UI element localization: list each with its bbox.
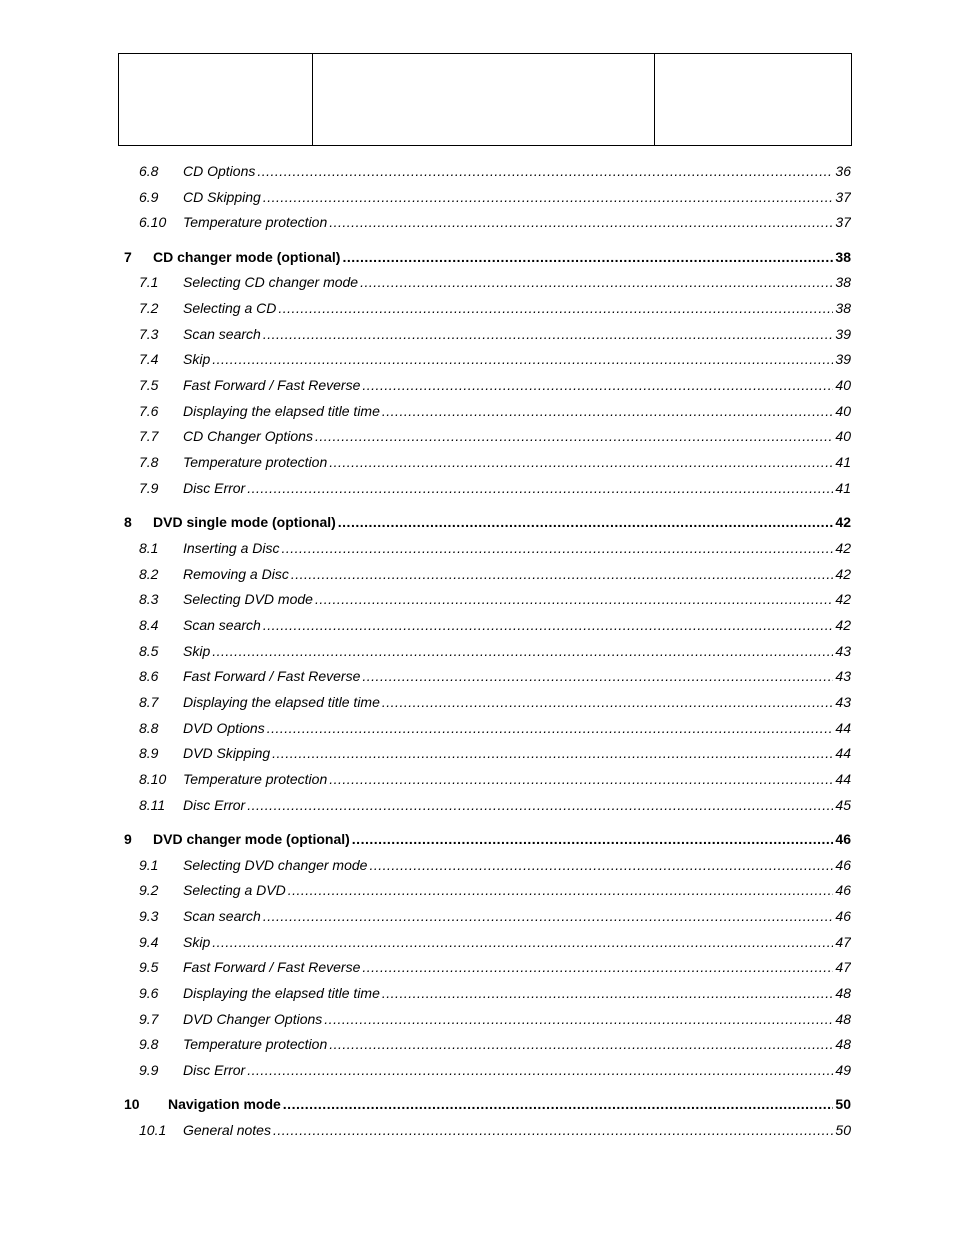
toc-entry-number: 9.2 — [139, 882, 159, 898]
toc-dot-leader — [324, 1009, 833, 1029]
toc-chapter-entry[interactable] — [124, 829, 851, 849]
toc-entry-number: 8 — [124, 514, 132, 530]
toc-entry-title: Fast Forward / Fast Reverse — [183, 377, 361, 393]
toc-dot-leader — [338, 512, 834, 532]
toc-entry-page-number: 48 — [835, 1036, 851, 1052]
toc-section-entry[interactable] — [139, 478, 851, 498]
toc-section-entry[interactable] — [139, 1009, 851, 1029]
toc-dot-leader — [369, 855, 833, 875]
toc-dot-leader — [263, 187, 834, 207]
toc-entry-page-number: 42 — [835, 566, 851, 582]
toc-entry-number: 8.3 — [139, 591, 159, 607]
header-cell-left — [119, 54, 312, 145]
toc-entry-title: Disc Error — [183, 1062, 246, 1078]
toc-dot-leader — [247, 478, 833, 498]
toc-dot-leader — [278, 298, 833, 318]
toc-section-entry[interactable] — [139, 401, 851, 421]
toc-entry-title: Displaying the elapsed title time — [183, 694, 380, 710]
toc-dot-leader — [263, 615, 834, 635]
toc-entry-number: 6.8 — [139, 163, 159, 179]
toc-section-entry[interactable] — [139, 1120, 851, 1140]
toc-section-entry[interactable] — [139, 983, 851, 1003]
toc-entry-page-number: 41 — [835, 480, 851, 496]
toc-entry-page-number: 42 — [835, 591, 851, 607]
toc-entry-title: CD Options — [183, 163, 256, 179]
toc-entry-page-number: 49 — [835, 1062, 851, 1078]
toc-entry-title: Selecting CD changer mode — [183, 274, 359, 290]
toc-entry-page-number: 44 — [835, 720, 851, 736]
toc-entry-number: 9.5 — [139, 959, 159, 975]
document-header-table — [118, 53, 852, 146]
toc-entry-page-number: 40 — [835, 403, 851, 419]
toc-entry-title: Displaying the elapsed title time — [183, 403, 380, 419]
toc-entry-number: 9.7 — [139, 1011, 159, 1027]
toc-entry-number: 7.7 — [139, 428, 159, 444]
toc-entry-number: 9.4 — [139, 934, 159, 950]
toc-entry-number: 7.9 — [139, 480, 159, 496]
toc-chapter-entry[interactable] — [124, 1094, 851, 1114]
toc-entry-page-number: 45 — [835, 797, 851, 813]
toc-entry-number: 9.8 — [139, 1036, 159, 1052]
toc-entry-page-number: 44 — [835, 745, 851, 761]
toc-dot-leader — [272, 743, 833, 763]
toc-section-entry[interactable] — [139, 298, 851, 318]
toc-entry-number: 10.1 — [139, 1122, 167, 1138]
toc-dot-leader — [257, 161, 833, 181]
toc-chapter-entry[interactable] — [124, 512, 851, 532]
toc-entry-title: Selecting a DVD — [183, 882, 286, 898]
toc-dot-leader — [263, 906, 834, 926]
toc-entry-title: Displaying the elapsed title time — [183, 985, 380, 1001]
toc-dot-leader — [263, 324, 834, 344]
toc-entry-page-number: 43 — [835, 694, 851, 710]
toc-dot-leader — [267, 718, 834, 738]
toc-entry-page-number: 46 — [835, 882, 851, 898]
toc-entry-title: CD changer mode (optional) — [153, 249, 341, 265]
toc-section-entry[interactable] — [139, 161, 851, 181]
toc-section-entry[interactable] — [139, 692, 851, 712]
toc-dot-leader — [329, 452, 833, 472]
toc-section-entry[interactable] — [139, 880, 851, 900]
toc-entry-number: 9.6 — [139, 985, 159, 1001]
toc-dot-leader — [329, 212, 833, 232]
toc-entry-title: Scan search — [183, 908, 261, 924]
toc-dot-leader — [342, 247, 833, 267]
toc-entry-page-number: 50 — [835, 1096, 851, 1112]
toc-entry-page-number: 40 — [835, 428, 851, 444]
toc-entry-title: Fast Forward / Fast Reverse — [183, 668, 361, 684]
toc-entry-page-number: 37 — [835, 189, 851, 205]
toc-section-entry[interactable] — [139, 1060, 851, 1080]
toc-entry-number: 6.9 — [139, 189, 159, 205]
toc-entry-number: 6.10 — [139, 214, 167, 230]
toc-dot-leader — [382, 983, 834, 1003]
toc-entry-page-number: 47 — [835, 934, 851, 950]
toc-dot-leader — [329, 1034, 833, 1054]
toc-entry-title: DVD Skipping — [183, 745, 271, 761]
toc-entry-title: Skip — [183, 351, 211, 367]
toc-entry-title: CD Changer Options — [183, 428, 313, 444]
toc-entry-number: 9 — [124, 831, 132, 847]
toc-entry-title: DVD Options — [183, 720, 265, 736]
toc-section-entry[interactable] — [139, 957, 851, 977]
toc-section-entry[interactable] — [139, 212, 851, 232]
toc-section-entry[interactable] — [139, 538, 851, 558]
toc-dot-leader — [315, 589, 833, 609]
toc-entry-number: 7 — [124, 249, 132, 265]
toc-entry-title: Disc Error — [183, 797, 246, 813]
toc-section-entry[interactable] — [139, 324, 851, 344]
toc-dot-leader — [329, 769, 833, 789]
toc-entry-title: Temperature protection — [183, 454, 328, 470]
toc-entry-page-number: 42 — [835, 617, 851, 633]
toc-entry-number: 7.2 — [139, 300, 159, 316]
toc-dot-leader — [247, 1060, 833, 1080]
toc-entry-title: DVD single mode (optional) — [153, 514, 336, 530]
toc-section-entry[interactable] — [139, 743, 851, 763]
toc-section-entry[interactable] — [139, 426, 851, 446]
toc-entry-title: Navigation mode — [168, 1096, 281, 1112]
toc-entry-page-number: 48 — [835, 1011, 851, 1027]
toc-entry-page-number: 39 — [835, 351, 851, 367]
toc-dot-leader — [288, 880, 834, 900]
toc-entry-title: Selecting DVD changer mode — [183, 857, 368, 873]
toc-dot-leader — [360, 272, 833, 292]
toc-entry-title: Disc Error — [183, 480, 246, 496]
toc-section-entry[interactable] — [139, 452, 851, 472]
toc-dot-leader — [247, 795, 833, 815]
toc-entry-number: 9.9 — [139, 1062, 159, 1078]
toc-entry-number: 7.4 — [139, 351, 159, 367]
toc-dot-leader — [281, 538, 833, 558]
toc-entry-page-number: 47 — [835, 959, 851, 975]
toc-section-entry[interactable] — [139, 187, 851, 207]
toc-section-entry[interactable] — [139, 272, 851, 292]
toc-dot-leader — [382, 401, 834, 421]
toc-section-entry[interactable] — [139, 906, 851, 926]
toc-dot-leader — [362, 666, 833, 686]
toc-entry-number: 8.4 — [139, 617, 159, 633]
toc-chapter-entry[interactable] — [124, 247, 851, 267]
toc-section-entry[interactable] — [139, 349, 851, 369]
toc-dot-leader — [362, 375, 833, 395]
toc-entry-page-number: 44 — [835, 771, 851, 787]
toc-entry-number: 7.6 — [139, 403, 159, 419]
toc-entry-number: 7.1 — [139, 274, 159, 290]
toc-entry-number: 8.6 — [139, 668, 159, 684]
toc-dot-leader — [315, 426, 833, 446]
toc-dot-leader — [291, 564, 834, 584]
toc-dot-leader — [212, 932, 833, 952]
toc-entry-title: Removing a Disc — [183, 566, 289, 582]
toc-entry-number: 10 — [124, 1096, 140, 1112]
toc-entry-title: CD Skipping — [183, 189, 261, 205]
toc-entry-title: Scan search — [183, 617, 261, 633]
toc-entry-page-number: 42 — [835, 540, 851, 556]
toc-entry-page-number: 38 — [835, 300, 851, 316]
toc-entry-title: Fast Forward / Fast Reverse — [183, 959, 361, 975]
toc-dot-leader — [273, 1120, 833, 1140]
toc-entry-title: Skip — [183, 934, 211, 950]
toc-entry-page-number: 39 — [835, 326, 851, 342]
toc-entry-title: Temperature protection — [183, 1036, 328, 1052]
toc-entry-title: Selecting a CD — [183, 300, 277, 316]
toc-entry-page-number: 40 — [835, 377, 851, 393]
toc-entry-page-number: 50 — [835, 1122, 851, 1138]
toc-entry-number: 8.10 — [139, 771, 167, 787]
toc-entry-page-number: 41 — [835, 454, 851, 470]
toc-entry-page-number: 48 — [835, 985, 851, 1001]
toc-entry-page-number: 43 — [835, 643, 851, 659]
toc-section-entry[interactable] — [139, 769, 851, 789]
toc-section-entry[interactable] — [139, 1034, 851, 1054]
toc-entry-number: 8.7 — [139, 694, 159, 710]
toc-entry-page-number: 36 — [835, 163, 851, 179]
toc-entry-title: Temperature protection — [183, 771, 328, 787]
toc-entry-number: 8.5 — [139, 643, 159, 659]
toc-entry-title: DVD changer mode (optional) — [153, 831, 350, 847]
toc-section-entry[interactable] — [139, 589, 851, 609]
toc-entry-page-number: 46 — [835, 831, 851, 847]
toc-section-entry[interactable] — [139, 564, 851, 584]
toc-entry-title: Temperature protection — [183, 214, 328, 230]
toc-entry-number: 7.3 — [139, 326, 159, 342]
toc-entry-number: 8.9 — [139, 745, 159, 761]
toc-entry-title: Scan search — [183, 326, 261, 342]
toc-entry-title: Inserting a Disc — [183, 540, 280, 556]
toc-section-entry[interactable] — [139, 375, 851, 395]
toc-entry-number: 8.1 — [139, 540, 159, 556]
toc-dot-leader — [283, 1094, 834, 1114]
toc-entry-number: 7.5 — [139, 377, 159, 393]
toc-entry-title: Skip — [183, 643, 211, 659]
toc-entry-title: General notes — [183, 1122, 271, 1138]
header-cell-center — [312, 54, 654, 145]
toc-entry-number: 8.11 — [139, 797, 166, 813]
toc-entry-page-number: 42 — [835, 514, 851, 530]
toc-entry-page-number: 43 — [835, 668, 851, 684]
toc-entry-page-number: 37 — [835, 214, 851, 230]
toc-dot-leader — [352, 829, 834, 849]
header-cell-right — [654, 54, 851, 145]
toc-entry-title: DVD Changer Options — [183, 1011, 323, 1027]
toc-section-entry[interactable] — [139, 855, 851, 875]
toc-entry-page-number: 38 — [835, 274, 851, 290]
toc-section-entry[interactable] — [139, 641, 851, 661]
toc-section-entry[interactable] — [139, 718, 851, 738]
toc-entry-title: Selecting DVD mode — [183, 591, 313, 607]
toc-dot-leader — [212, 641, 833, 661]
toc-section-entry[interactable] — [139, 666, 851, 686]
toc-entry-page-number: 46 — [835, 908, 851, 924]
toc-dot-leader — [382, 692, 834, 712]
toc-dot-leader — [212, 349, 833, 369]
toc-entry-number: 8.8 — [139, 720, 159, 736]
toc-entry-page-number: 38 — [835, 249, 851, 265]
toc-dot-leader — [362, 957, 833, 977]
toc-entry-number: 9.3 — [139, 908, 159, 924]
toc-section-entry[interactable] — [139, 795, 851, 815]
toc-entry-number: 7.8 — [139, 454, 159, 470]
toc-entry-number: 9.1 — [139, 857, 159, 873]
toc-section-entry[interactable] — [139, 615, 851, 635]
toc-entry-number: 8.2 — [139, 566, 159, 582]
toc-section-entry[interactable] — [139, 932, 851, 952]
toc-entry-page-number: 46 — [835, 857, 851, 873]
